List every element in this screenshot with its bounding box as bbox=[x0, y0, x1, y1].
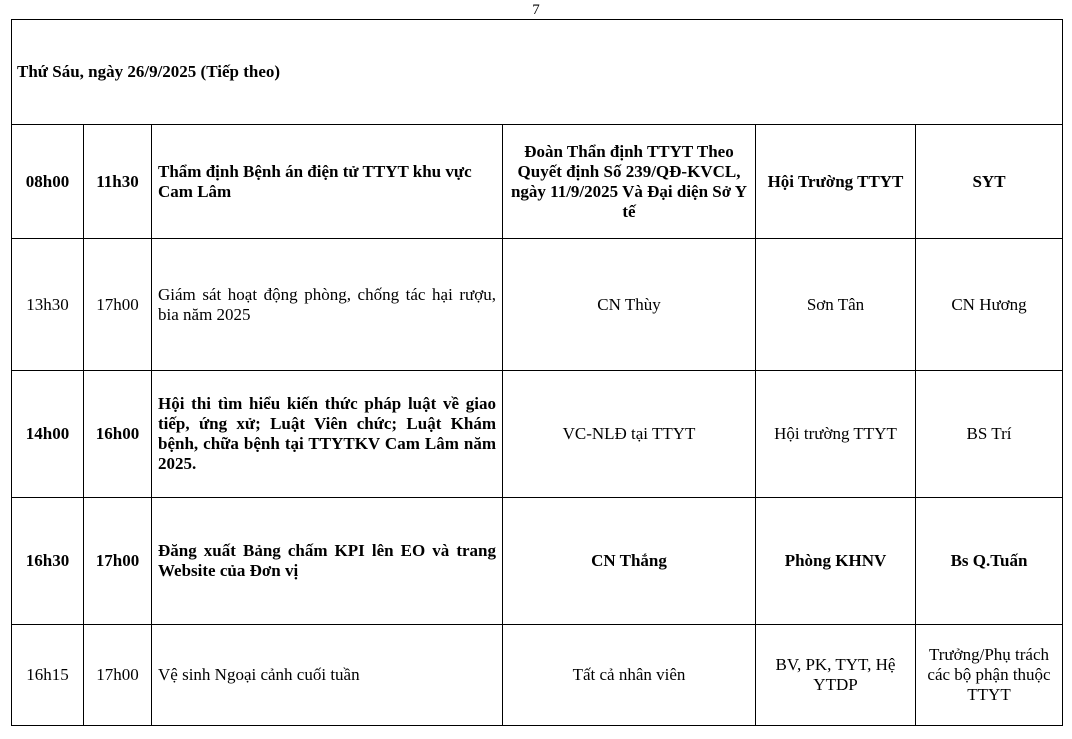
table-row bbox=[12, 625, 1063, 726]
table-row bbox=[12, 239, 1063, 371]
table-row bbox=[12, 125, 1063, 239]
start-time: 13h30 bbox=[12, 239, 84, 371]
participants: VC-NLĐ tại TTYT bbox=[503, 371, 756, 498]
location: Sơn Tân bbox=[756, 239, 916, 371]
day-header-row bbox=[12, 20, 1063, 125]
person-in-charge: Trưởng/Phụ trách các bộ phận thuộc TTYT bbox=[916, 625, 1063, 726]
location: Phòng KHNV bbox=[756, 498, 916, 625]
participants: CN Thùy bbox=[503, 239, 756, 371]
activity-content: Hội thi tìm hiểu kiến thức pháp luật về giao tiếp, ứng xử; Luật Viên chức; Luật Khám bệnh, chữa bệnh tại TTYTKV Cam Lâm năm 2025. bbox=[152, 371, 503, 498]
page-number: 7 bbox=[532, 2, 540, 18]
start-time: 08h00 bbox=[12, 125, 84, 239]
activity-content: Thẩm định Bệnh án điện tử TTYT khu vực Cam Lâm bbox=[152, 125, 503, 239]
location: BV, PK, TYT, Hệ YTDP bbox=[756, 625, 916, 726]
person-in-charge: Bs Q.Tuấn bbox=[916, 498, 1063, 625]
participants: Tất cả nhân viên bbox=[503, 625, 756, 726]
table-row bbox=[12, 498, 1063, 625]
location: Hội Trường TTYT bbox=[756, 125, 916, 239]
activity-content: Đăng xuất Bảng chấm KPI lên EO và trang Website của Đơn vị bbox=[152, 498, 503, 625]
activity-content: Giám sát hoạt động phòng, chống tác hại rượu, bia năm 2025 bbox=[152, 239, 503, 371]
location: Hội trường TTYT bbox=[756, 371, 916, 498]
end-time: 17h00 bbox=[84, 498, 152, 625]
schedule-table bbox=[11, 19, 1063, 726]
activity-content: Vệ sinh Ngoại cảnh cuối tuần bbox=[152, 625, 503, 726]
person-in-charge: SYT bbox=[916, 125, 1063, 239]
participants: Đoàn Thẩn định TTYT Theo Quyết định Số 239/QĐ-KVCL, ngày 11/9/2025 Và Đại diện Sở Y tế bbox=[503, 125, 756, 239]
day-header: Thứ Sáu, ngày 26/9/2025 (Tiếp theo) bbox=[12, 20, 1063, 125]
person-in-charge: BS Trí bbox=[916, 371, 1063, 498]
start-time: 16h15 bbox=[12, 625, 84, 726]
start-time: 14h00 bbox=[12, 371, 84, 498]
end-time: 11h30 bbox=[84, 125, 152, 239]
participants: CN Thắng bbox=[503, 498, 756, 625]
end-time: 17h00 bbox=[84, 239, 152, 371]
person-in-charge: CN Hương bbox=[916, 239, 1063, 371]
start-time: 16h30 bbox=[12, 498, 84, 625]
end-time: 16h00 bbox=[84, 371, 152, 498]
table-row bbox=[12, 371, 1063, 498]
end-time: 17h00 bbox=[84, 625, 152, 726]
